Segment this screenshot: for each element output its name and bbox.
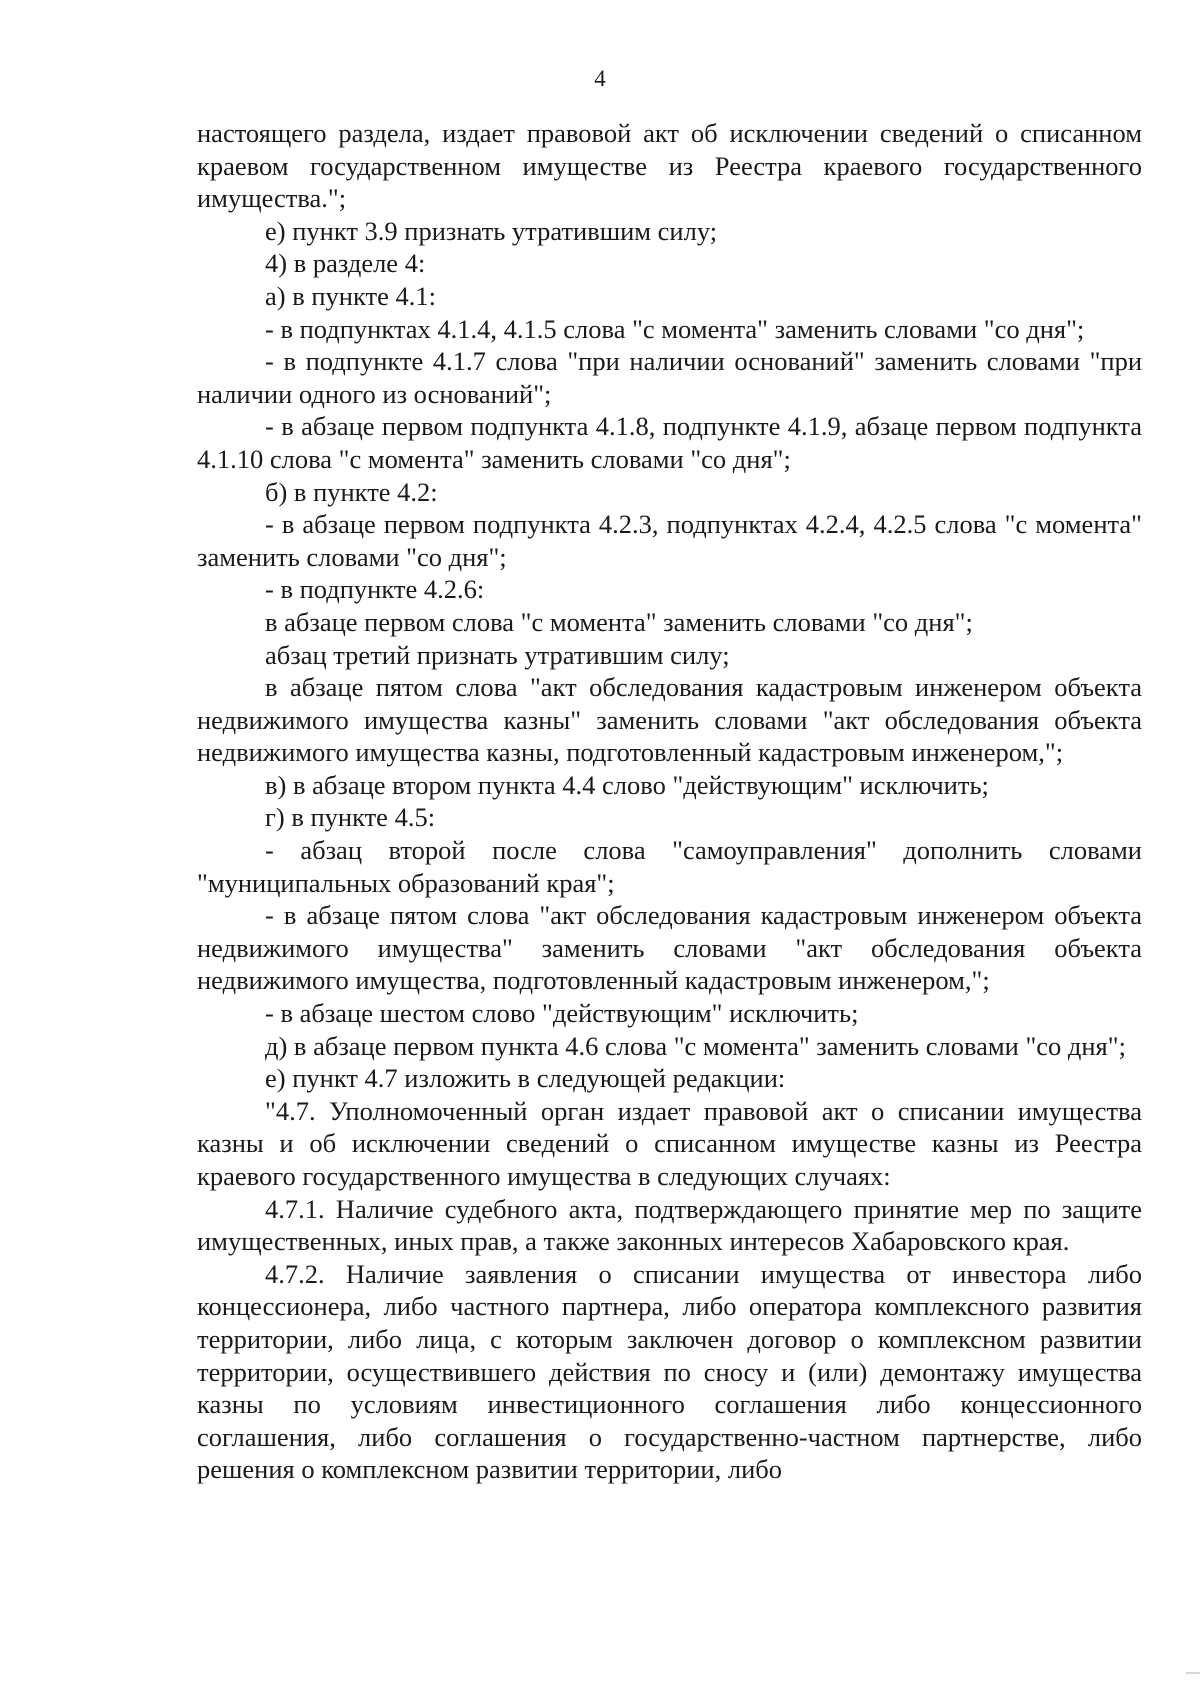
paragraph: г) в пункте 4.5: xyxy=(265,802,436,833)
paragraph: "4.7. Уполномоченный орган издает правовой акт о списании имущества казны и об исключении сведений о списанном имуществе казны из Реестра краевого государственного имущества в следующих случаях: xyxy=(197,1095,1142,1191)
paragraph: д) в абзаце первом пункта 4.6 слова "с момента" заменить словами "со дня"; xyxy=(265,1030,1126,1061)
paragraph: - в абзаце шестом слово "действующим" исключить; xyxy=(265,998,859,1029)
document-body xyxy=(197,117,1142,1486)
paragraph: е) пункт 3.9 признать утратившим силу; xyxy=(265,215,718,246)
paragraph: 4) в разделе 4: xyxy=(265,248,426,279)
paragraph: - в подпунктах 4.1.4, 4.1.5 слова "с момента" заменить словами "со дня"; xyxy=(265,313,1085,344)
paragraph: в) в абзаце втором пункта 4.4 слово "действующим" исключить; xyxy=(265,769,989,800)
page-number: 4 xyxy=(594,66,606,91)
paragraph: б) в пункте 4.2: xyxy=(265,476,438,507)
paragraph: - абзац второй после слова "самоуправления" дополнить словами "муниципальных образований края"; xyxy=(197,835,1142,898)
scan-edge-mark xyxy=(1186,1672,1200,1674)
paragraph: в абзаце первом слова "с момента" заменить словами "со дня"; xyxy=(265,606,973,637)
paragraph: а) в пункте 4.1: xyxy=(265,280,436,311)
paragraph: - в абзаце первом подпункта 4.1.8, подпункте 4.1.9, абзаце первом подпункта 4.1.10 слова "с момента" заменить словами "со дня"; xyxy=(197,411,1142,474)
paragraph: 4.7.1. Наличие судебного акта, подтверждающего принятие мер по защите имущественных, иных прав, а также законных интересов Хабаровского края. xyxy=(197,1193,1142,1257)
paragraph: в абзаце пятом слова "акт обследования кадастровым инженером объекта недвижимого имущества казны" заменить словами "акт обследования объекта недвижимого имущества казны, подготовленный кадастровым инженером,"; xyxy=(197,672,1142,768)
paragraph: абзац третий признать утратившим силу; xyxy=(265,639,730,670)
paragraph: е) пункт 4.7 изложить в следующей редакции: xyxy=(265,1063,786,1094)
paragraph: - в абзаце пятом слова "акт обследования кадастровым инженером объекта недвижимого имущества" заменить словами "акт обследования объекта недвижимого имущества, подготовленный кадастровым инженером,"; xyxy=(197,900,1142,996)
paragraph: настоящего раздела, издает правовой акт об исключении сведений о списанном краевом государственном имуществе из Реестра краевого государственного имущества."; xyxy=(197,118,1142,214)
paragraph: - в подпункте 4.1.7 слова "при наличии оснований" заменить словами "при наличии одного из оснований"; xyxy=(197,346,1142,409)
paragraph: 4.7.2. Наличие заявления о списании имущества от инвестора либо концессионера, либо частного партнера, либо оператора комплексного развития территории, либо лица, с которым заключен договор о комплексном развитии территории, осуществившего действия по сносу и (или) демонтажу имущества казны по условиям инвестиционного соглашения либо концессионного соглашения, либо соглашения о государственно-частном партнерстве, либо решения о комплексном развитии территории, либо xyxy=(197,1258,1142,1485)
paragraph: - в подпункте 4.2.6: xyxy=(265,574,485,605)
paragraph: - в абзаце первом подпункта 4.2.3, подпунктах 4.2.4, 4.2.5 слова "с момента" заменить словами "со дня"; xyxy=(197,509,1142,572)
